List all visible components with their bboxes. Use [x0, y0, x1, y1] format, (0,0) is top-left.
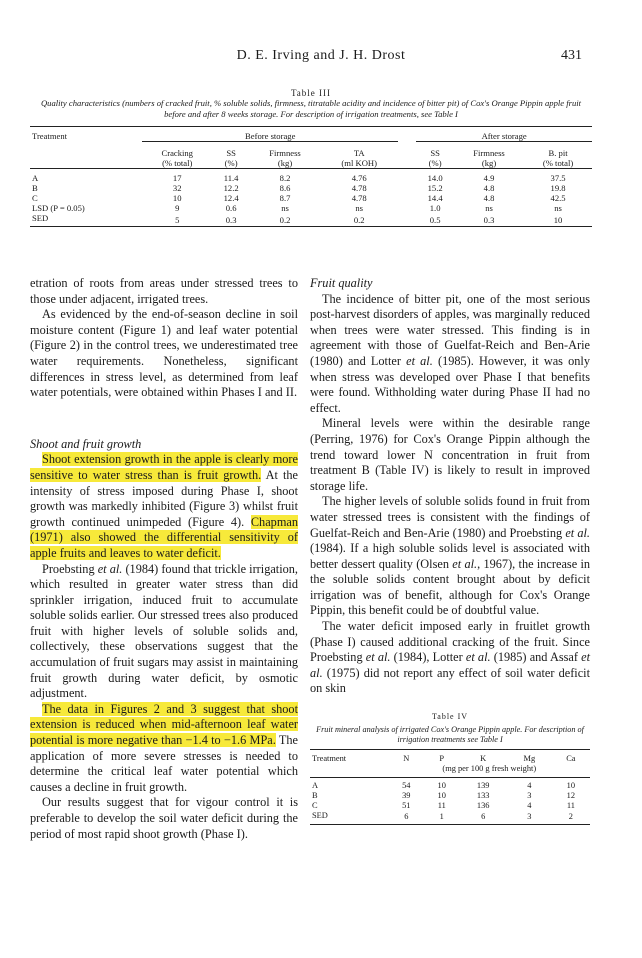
table-iv-label: Table IV: [431, 712, 469, 722]
table-header-row: Treatment N P K Mg Ca: [310, 749, 590, 764]
table-subhead: SS (%): [224, 148, 238, 168]
table-subhead: TA (ml KOH): [341, 148, 377, 168]
table-cell-empty: [30, 142, 142, 169]
table-spacer: [398, 142, 416, 169]
table-row: SED 5 0.3 0.2 0.2 0.5 0.3 10: [30, 213, 592, 227]
table-row: B 32 12.2 8.6 4.78 15.2 4.8 19.8: [32, 183, 566, 193]
right-column: [310, 276, 590, 825]
highlighted-text: Chapman (1971) also showed the differential sensitivity of apple fruits and leaves to water deficit.: [30, 514, 298, 560]
table-row: B 39 10 133 3 12: [312, 790, 576, 800]
paragraph: The higher levels of soluble solids found in fruit from water stressed trees is consistent with the findings of Guelfat-Reich and Ben-Arie (1980) and Proebsting et al. (1984). If a high soluble solids level is associated with better dessert quality (Olsen et al., 1967), the increase in the soluble solids content brought about by deficit irrigation was of benefit, although for Cox's Orange Pippin, this benefit could be of doubtful value.: [310, 494, 591, 618]
table-subhead: B. pit (% total): [542, 148, 574, 168]
spacer: [30, 401, 298, 437]
section-heading-shoot-fruit-growth: Shoot and fruit growth: [30, 436, 142, 451]
paragraph: Proebsting et al. (1984) found that trickle irrigation, which resulted in greater water stress than did sprinkler irrigation, induced fruit to accumulate soluble solids earlier. Our stressed trees also produced fruit with higher levels of soluble solids and, collectively, these observations suggest that the accumulation of fruit sugars may assist in maintaining fruit growth during water deficit, by osmotic adjustment.: [30, 561, 299, 701]
table-iv: [310, 709, 590, 825]
table-units-row: (mg per 100 g fresh weight): [442, 763, 537, 773]
paragraph: Shoot extension growth in the apple is clearly more sensitive to water stress than is fruit growth. At the intensity of stress imposed during Phase I, shoot growth was markedly inhibited (Figure 3) whilst fruit growth continued unimpeded (Figure 4). Chapman (1971) also showed the differential sensitivity of apple fruits and leaves to water deficit.: [30, 452, 298, 560]
table-row: C 10 12.4 8.7 4.78 14.4 4.8 42.5: [32, 193, 566, 203]
paragraph: The data in Figures 2 and 3 suggest that shoot extension is reduced when mid-afternoon leaf water potential is more negative than −1.4 to −1.6 MPa. The application of more severe stresses is needed to determine the critical leaf water potential which causes a decline in fruit growth.: [30, 701, 298, 794]
table-row: LSD (P = 0.05) 9 0.6 ns ns 1.0 ns ns: [32, 203, 562, 213]
section-heading-fruit-quality: Fruit quality: [310, 276, 373, 290]
table-iii-caption: Quality characteristics (numbers of cracked fruit, % soluble solids, firmness, titratable acidity and incidence of bitter pit) of Cox's Orange Pippin apple fruit before and after 8 weeks storage. For description of irrigation treatments, see Table I: [40, 98, 582, 119]
paragraph: Our results suggest that for vigour control it is preferable to develop the soil water deficit during the period of most rapid shoot growth (Phase I).: [30, 795, 298, 841]
table-row: SED 6 1 6 3 2: [310, 811, 590, 825]
table-header-after-storage: After storage: [416, 127, 592, 142]
table-subhead: Cracking (% total): [161, 148, 193, 168]
table-iii-label: Table III: [290, 88, 332, 98]
table-iii-grid: [30, 126, 592, 227]
paragraph: The water deficit imposed early in fruitlet growth (Phase I) caused additional cracking of the fruit. Since Proebsting et al. (1984), Lotter et al. (1985) and Assaf et al. (1975) did not report any effect of soil water deficit on skin: [310, 619, 590, 696]
running-title: D. E. Irving and J. H. Drost: [236, 48, 406, 63]
paragraph: etration of roots from areas under stressed trees to those under adjacent, irrigated trees.: [30, 276, 298, 306]
table-header-before-storage: Before storage: [142, 127, 398, 142]
page-header: [0, 48, 642, 68]
paragraph: The incidence of bitter pit, one of the most serious post-harvest disorders of apples, was marginally reduced when trees were water stressed. This finding is in agreement with those of Guelfat-Reich and Ben-Arie (1980) and Lotter et al. (1985). However, it was only when stress was developed over Phase I that benefits were found. Withholding water during Phase II had no effect.: [310, 291, 590, 415]
table-header-treatment: Treatment: [32, 131, 68, 142]
table-subhead: Firmness (kg): [269, 148, 301, 168]
page-number: 431: [561, 48, 582, 63]
table-iv-grid: [310, 749, 590, 825]
table-spacer: [398, 127, 416, 142]
table-iv-caption: Fruit mineral analysis of irrigated Cox's Orange Pippin apple. For description of irrigation treatments see Table I: [316, 724, 584, 744]
highlighted-text: Shoot extension growth in the apple is clearly more sensitive to water stress than is fruit growth.: [30, 452, 298, 482]
paragraph: As evidenced by the end-of-season decline in soil moisture content (Figure 1) and leaf water potential (Figure 2) in the control trees, we underestimated tree water requirements. Nonetheless, significant differences in stress level, as determined from leaf water potentials, were obtained within Phases I and II.: [30, 307, 298, 400]
table-row: A 17 11.4 8.2 4.76 14.0 4.9 37.5: [32, 173, 566, 183]
table-subhead: Firmness (kg): [473, 148, 505, 168]
table-iii: [30, 88, 592, 227]
table-row: C 51 11 136 4 11: [312, 800, 575, 810]
paragraph: Mineral levels were within the desirable range (Perring, 1976) for Cox's Orange Pippin although the trend toward lower N concentration in fruit from treatment B (Table IV) is likely to result in improved storage life.: [310, 416, 590, 493]
table-subhead: SS (%): [428, 148, 442, 168]
table-subheader-row: [30, 142, 592, 169]
left-column: [30, 276, 298, 842]
table-row: A 54 10 139 4 10: [312, 780, 576, 790]
highlighted-text: The data in Figures 2 and 3 suggest that shoot extension is reduced when mid-afternoon leaf water potential is more negative than −1.4 to −1.6 MPa.: [30, 701, 298, 748]
